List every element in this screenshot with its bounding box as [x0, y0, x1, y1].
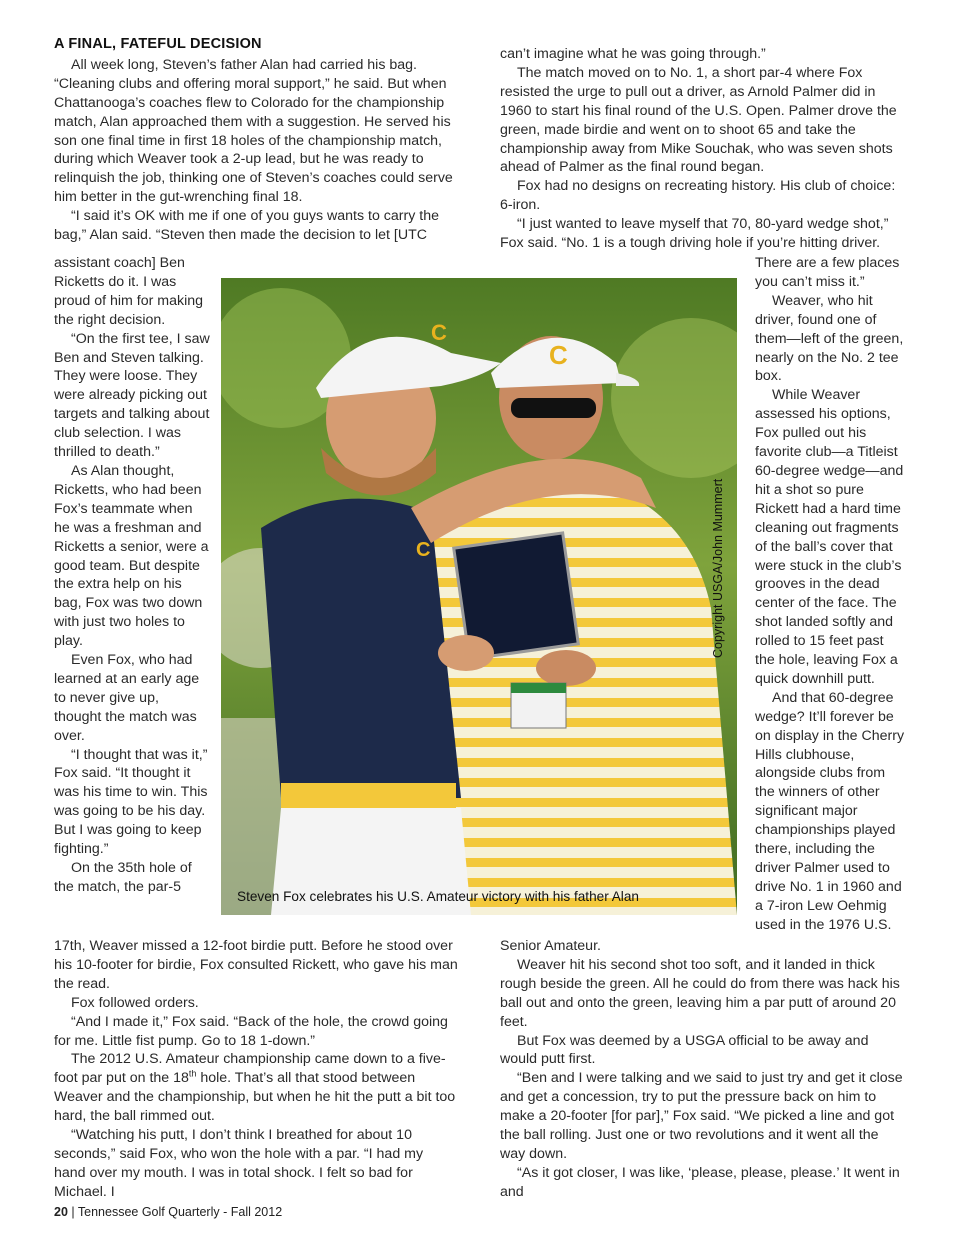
paragraph: assistant coach] Ben Ricketts do it. I was proud of him for making the right decision. — [54, 255, 204, 328]
photo-credit: Copyright USGA/John Mummert — [711, 478, 725, 658]
paragraph: The match moved on to No. 1, a short par-4 where Fox resisted the urge to pull out a driver, as Arnold Palmer did in 1960 to start his final round of the U.S. Open. Palmer drove the green, made birdie and went on to shoot 65 and take the championship away from Mike Souchak, who was seven shots ahead of Palmer as the final round began. — [500, 64, 897, 176]
paragraph: Even Fox, who had learned at an early age to never give up, thought the match was over. — [54, 652, 200, 744]
paragraph: And that 60-degree wedge? It’ll forever be on display in the Cherry Hills clubhouse, alongside clubs from the winners of other significant major championships played there, including the driver Palmer used to drive No. 1 in 1960 and a 7-iron Lew Oehmig used in the 1976 U.S. — [755, 689, 905, 933]
paragraph: All week long, Steven’s father Alan had carried his bag. “Cleaning clubs and offering moral support,” he said. But when Chattanooga’s coaches flew to Colorado for the championship match, Alan approached them with a suggestion. He served his son one final time in first 18 holes of the championship match, during which Weaver took a 2-up lead, but he was ready to relinquish the job, thinking one of Steven’s coaches could serve him better in the gut-wrenching final 18. — [54, 56, 453, 206]
article-column-left-top — [54, 35, 458, 245]
page-footer — [54, 1205, 282, 1219]
paragraph: “I thought that was it,” Fox said. “It thought it was his time to win. This was going to be his day. But I was going to keep fighting.” — [54, 746, 208, 858]
paragraph — [54, 1050, 458, 1126]
publication-name: Tennessee Golf Quarterly - Fall 2012 — [77, 1205, 283, 1219]
paragraph: “Ben and I were talking and we said to just try and get it close and get a concession, try to put the pressure back on him to make a 20-footer [for par],” Fox said. “We picked a line and got the ball rolling. Just one or two revolutions and it went all the way down. — [500, 1070, 903, 1162]
paragraph: “I just wanted to leave myself that 70, 80-yard wedge shot,” Fox said. “No. 1 is a tough driving hole if you’re hitting driver. — [500, 216, 889, 252]
paragraph: Fox followed orders. — [71, 994, 199, 1011]
paragraph: While Weaver assessed his options, Fox pulled out his favorite club—a Titleist 60-degree wedge—and hit a shot so pure Rickett had a hard time cleaning out fragments of the ball’s cover that were stuck in the club’s grooves in the dead center of the face. The shot landed softly and rolled to 15 feet past the hole, leaving Fox a quick downhill putt. — [755, 387, 904, 687]
paragraph: “On the first tee, I saw Ben and Steven talking. They were loose. They were already picking out targets and talking about club selection. I was thrilled to death.” — [54, 330, 210, 461]
paragraph: “I said it’s OK with me if one of you guys wants to carry the bag,” Alan said. “Steven then made the decision to let [UTC — [54, 208, 439, 244]
paragraph-rest: hole. That’s all that stood between Weaver and the championship, but when he hit the putt a bit too hard, the ball rimmed out. — [54, 1070, 456, 1125]
paragraph: “And I made it,” Fox said. “Back of the hole, the crowd going for me. Little fist pump. Go to 18 1-down.” — [54, 1013, 448, 1049]
article-column-right-bottom — [500, 937, 904, 1202]
photo-illustration — [221, 278, 737, 915]
paragraph: 17th, Weaver missed a 12-foot birdie putt. Before he stood over his 10-footer for birdie, Fox consulted Rickett, who gave his man the read. — [54, 938, 458, 992]
paragraph: As Alan thought, Ricketts, who had been Fox’s teammate when he was a freshman and Ricketts a senior, were a good team. But despite the extra help on his bag, Fox was two down with just two holes to play. — [54, 462, 209, 650]
paragraph: Senior Amateur. — [500, 938, 601, 954]
article-column-left-wrap — [54, 254, 210, 897]
article-headline: A FINAL, FATEFUL DECISION — [54, 36, 262, 52]
paragraph: There are a few places you can’t miss it.” — [755, 255, 900, 290]
paragraph: Weaver hit his second shot too soft, and it landed in thick rough beside the green. All he could do from there was hack his ball out and onto the green, leaving him a par putt of around 20 feet. — [500, 956, 900, 1030]
paragraph: Weaver, who hit driver, found one of them—left of the green, nearly on the No. 2 tee box. — [755, 292, 904, 385]
photo-caption: Steven Fox celebrates his U.S. Amateur victory with his father Alan — [237, 889, 639, 904]
son-cap-logo: C — [431, 320, 447, 345]
paragraph: Fox had no designs on recreating history. His club of choice: 6-iron. — [500, 178, 896, 214]
paragraph-start: The 2012 U.S. Amateur championship came down to a five-foot par put on the 18 — [54, 1051, 446, 1087]
ordinal-suffix: th — [188, 1068, 197, 1079]
article-column-left-bottom — [54, 937, 458, 1202]
shirt-logo: C — [416, 539, 431, 561]
paragraph: “Watching his putt, I don’t think I breathed for about 10 seconds,” said Fox, who won the hole with a par. “I had my hand over my mouth. I was in total shock. I felt so bad for Michael. I — [54, 1127, 424, 1200]
article-column-right-wrap — [755, 254, 905, 935]
paragraph: can’t imagine what he was going through.” — [500, 46, 766, 62]
paragraph: But Fox was deemed by a USGA official to be away and would putt first. — [500, 1032, 869, 1068]
article-photo — [221, 278, 737, 915]
article-column-right-top — [500, 45, 904, 253]
paragraph: “As it got closer, I was like, ‘please, please, please.’ It went in and — [500, 1164, 900, 1200]
paragraph: On the 35th hole of the match, the par-5 — [54, 860, 192, 895]
page-number: 20 — [54, 1205, 68, 1219]
footer-separator: | — [71, 1205, 75, 1219]
father-cap-logo: C — [549, 340, 568, 370]
